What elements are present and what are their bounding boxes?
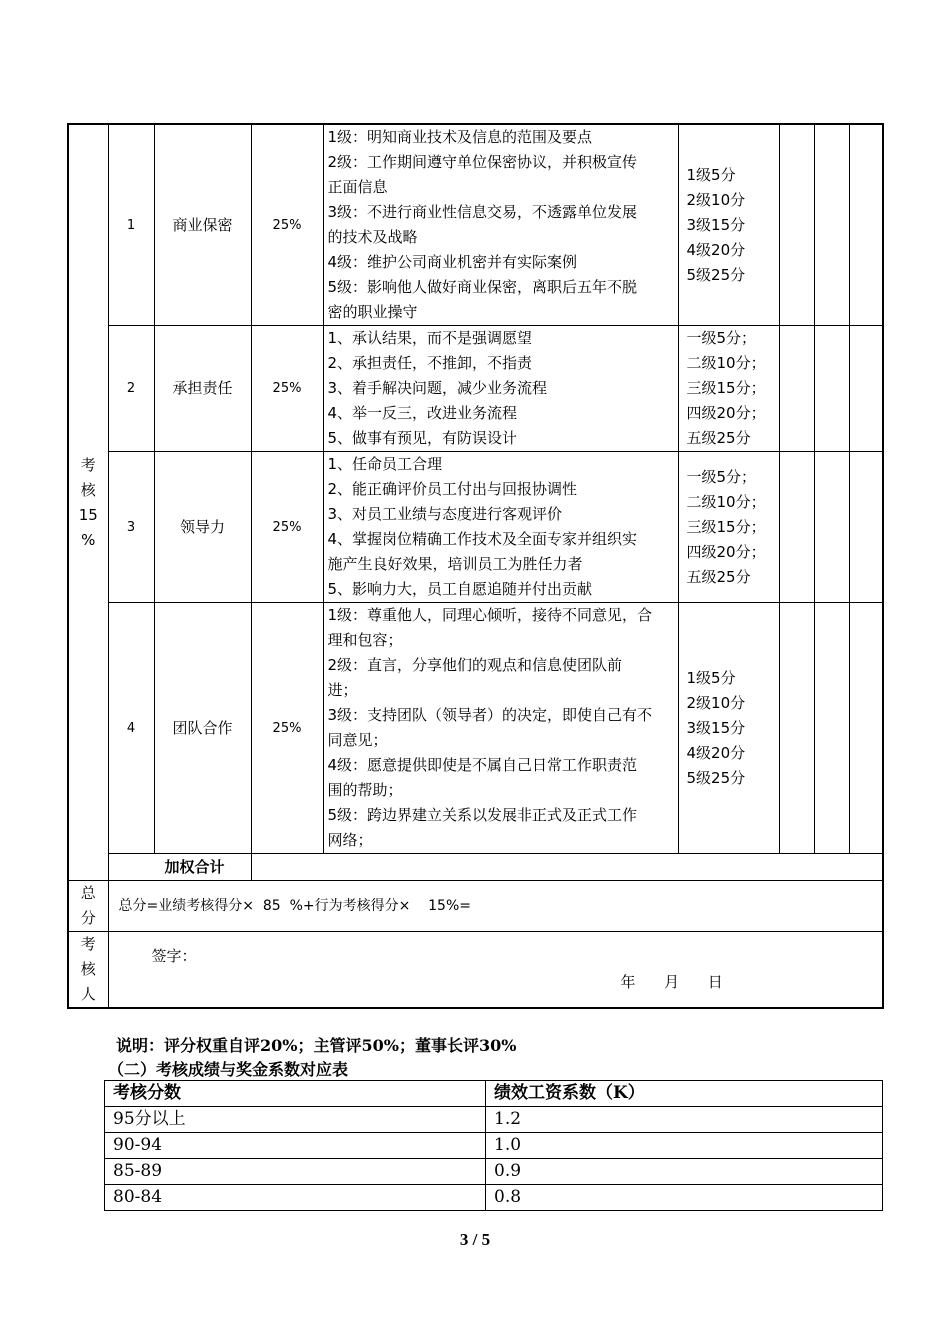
criteria-line: 5级：跨边界建立关系以发展非正式及正式工作 bbox=[327, 806, 638, 824]
item-name: 领导力 bbox=[154, 452, 251, 603]
criteria-line: 4、举一反三，改进业务流程 bbox=[327, 404, 518, 422]
item-weight: 25% bbox=[251, 124, 323, 326]
score-line: 2级10分 bbox=[686, 190, 746, 209]
section-title: （二）考核成绩与奖金系数对应表 bbox=[108, 1060, 349, 1079]
item-number: 2 bbox=[108, 326, 154, 452]
score-line: 二级10分； bbox=[686, 492, 766, 511]
rating-cell[interactable] bbox=[779, 124, 814, 326]
section-label-char: % bbox=[81, 530, 96, 549]
reviewer-label-char: 核 bbox=[80, 960, 96, 978]
item-criteria bbox=[323, 603, 678, 854]
item-scores bbox=[678, 603, 779, 854]
total-formula: 总分=业绩考核得分× 85 %+行为考核得分× 15%= bbox=[108, 881, 883, 932]
criteria-line: 3、对员工业绩与态度进行客观评价 bbox=[327, 505, 563, 523]
criteria-line: 密的职业操守 bbox=[327, 303, 418, 321]
coefficient-table bbox=[104, 1080, 883, 1211]
coef-row bbox=[105, 1107, 883, 1133]
criteria-line: 2级：工作期间遵守单位保密协议，并积极宣传 bbox=[327, 153, 638, 171]
item-scores bbox=[678, 124, 779, 326]
rating-cell[interactable] bbox=[849, 326, 883, 452]
reviewer-label bbox=[68, 932, 108, 1009]
criteria-line: 正面信息 bbox=[327, 178, 388, 196]
item-number: 3 bbox=[108, 452, 154, 603]
rating-cell[interactable] bbox=[814, 124, 849, 326]
item-weight: 25% bbox=[251, 603, 323, 854]
behavior-items bbox=[68, 124, 883, 1008]
criteria-line: 1、承认结果，而不是强调愿望 bbox=[327, 329, 533, 347]
section-label-char: 15 bbox=[78, 505, 98, 524]
reviewer-row bbox=[68, 932, 883, 1009]
criteria-line: 5、影响力大，员工自愿追随并付出贡献 bbox=[327, 580, 593, 598]
score-line: 四级20分； bbox=[686, 404, 766, 422]
total-score-row bbox=[68, 881, 883, 932]
weighted-total-label: 加权合计 bbox=[108, 854, 251, 881]
item-weight: 25% bbox=[251, 326, 323, 452]
criteria-line: 3、着手解决问题，减少业务流程 bbox=[327, 379, 548, 397]
item-number: 4 bbox=[108, 603, 154, 854]
behavior-evaluation-table bbox=[67, 123, 884, 1009]
score-line: 二级10分； bbox=[686, 354, 766, 372]
criteria-line: 4、掌握岗位精确工作技术及全面专家并组织实 bbox=[327, 530, 638, 548]
criteria-line: 5级：影响他人做好商业保密，离职后五年不脱 bbox=[327, 278, 638, 296]
coef-cell: 0.9 bbox=[486, 1159, 883, 1185]
weighted-total-value[interactable] bbox=[251, 854, 883, 881]
criteria-line: 1、任命员工合理 bbox=[327, 455, 443, 473]
total-label-char: 总 bbox=[80, 884, 96, 902]
rating-cell[interactable] bbox=[849, 124, 883, 326]
reviewer-label-char: 人 bbox=[80, 985, 96, 1003]
rating-cell[interactable] bbox=[814, 603, 849, 854]
total-label-char: 分 bbox=[80, 909, 96, 927]
item-name: 商业保密 bbox=[154, 124, 251, 326]
score-line: 3级15分 bbox=[686, 718, 746, 737]
score-line: 1级5分 bbox=[686, 165, 736, 184]
coef-cell: 80-84 bbox=[105, 1185, 486, 1211]
coef-cell: 1.2 bbox=[486, 1107, 883, 1133]
item-name: 承担责任 bbox=[154, 326, 251, 452]
rating-cell[interactable] bbox=[814, 452, 849, 603]
coef-cell: 1.0 bbox=[486, 1133, 883, 1159]
item-weight: 25% bbox=[251, 452, 323, 603]
weighted-total-row bbox=[68, 854, 883, 881]
signature-label: 签字： bbox=[151, 947, 197, 965]
criteria-line: 4级：维护公司商业机密并有实际案例 bbox=[327, 253, 578, 271]
rating-cell[interactable] bbox=[814, 326, 849, 452]
score-line: 2级10分 bbox=[686, 693, 746, 712]
rating-cell[interactable] bbox=[779, 326, 814, 452]
score-line: 三级15分； bbox=[686, 379, 766, 397]
score-line: 4级20分 bbox=[686, 743, 746, 762]
criteria-line: 4级：愿意提供即使是不属自己日常工作职责范 bbox=[327, 756, 638, 774]
section-label-char: 考 bbox=[80, 455, 96, 474]
score-line: 一级5分； bbox=[686, 467, 757, 486]
page-number: 3 / 5 bbox=[459, 1230, 491, 1249]
criteria-line: 同意见； bbox=[327, 731, 388, 749]
score-line: 四级20分； bbox=[686, 542, 766, 561]
coef-cell: 85-89 bbox=[105, 1159, 486, 1185]
behavior-row bbox=[68, 452, 883, 603]
weight-note: 说明：评分权重自评20%；主管评50%；董事长评30% bbox=[116, 1036, 517, 1055]
behavior-row bbox=[68, 124, 883, 326]
rating-cell[interactable] bbox=[779, 603, 814, 854]
score-line: 5级25分 bbox=[686, 265, 746, 284]
behavior-row bbox=[68, 326, 883, 452]
score-line: 三级15分； bbox=[686, 517, 766, 536]
item-criteria bbox=[323, 452, 678, 603]
item-criteria bbox=[323, 326, 678, 452]
section-label bbox=[68, 124, 108, 881]
criteria-line: 进； bbox=[327, 681, 358, 699]
coef-row bbox=[105, 1185, 883, 1211]
total-label bbox=[68, 881, 108, 932]
rating-cell[interactable] bbox=[849, 452, 883, 603]
item-scores bbox=[678, 326, 779, 452]
coef-cell: 95分以上 bbox=[105, 1107, 486, 1133]
score-line: 五级25分 bbox=[686, 429, 751, 447]
coef-header-cell: 绩效工资系数（K） bbox=[486, 1081, 883, 1107]
criteria-line: 1级：尊重他人，同理心倾听，接待不同意见，合 bbox=[327, 606, 653, 624]
criteria-line: 2、能正确评价员工付出与回报协调性 bbox=[327, 480, 578, 498]
criteria-line: 1级：明知商业技术及信息的范围及要点 bbox=[327, 128, 593, 146]
criteria-line: 3级：支持团队（领导者）的决定，即使自己有不 bbox=[327, 706, 653, 724]
signature-area[interactable] bbox=[108, 932, 883, 1009]
section-label-char: 核 bbox=[80, 480, 96, 499]
item-name: 团队合作 bbox=[154, 603, 251, 854]
rating-cell[interactable] bbox=[779, 452, 814, 603]
item-number: 1 bbox=[108, 124, 154, 326]
criteria-line: 3级：不进行商业性信息交易，不透露单位发展 bbox=[327, 203, 638, 221]
criteria-line: 围的帮助； bbox=[327, 781, 403, 799]
score-line: 3级15分 bbox=[686, 215, 746, 234]
criteria-line: 理和包容； bbox=[327, 631, 403, 649]
criteria-line: 5、做事有预见，有防误设计 bbox=[327, 429, 518, 447]
criteria-line: 施产生良好效果，培训员工为胜任力者 bbox=[327, 555, 583, 573]
rating-cell[interactable] bbox=[849, 603, 883, 854]
behavior-row bbox=[68, 603, 883, 854]
score-line: 1级5分 bbox=[686, 668, 736, 687]
item-criteria bbox=[323, 124, 678, 326]
criteria-line: 2级：直言，分享他们的观点和信息使团队前 bbox=[327, 656, 623, 674]
coef-header-cell: 考核分数 bbox=[105, 1081, 486, 1107]
score-line: 一级5分； bbox=[686, 329, 757, 347]
coef-cell: 90-94 bbox=[105, 1133, 486, 1159]
coef-header-row bbox=[105, 1081, 883, 1107]
criteria-line: 2、承担责任，不推卸，不指责 bbox=[327, 354, 533, 372]
date-label: 年 月 日 bbox=[620, 973, 723, 991]
coef-row bbox=[105, 1159, 883, 1185]
criteria-line: 网络； bbox=[327, 831, 373, 849]
score-line: 4级20分 bbox=[686, 240, 746, 259]
reviewer-label-char: 考 bbox=[80, 935, 96, 953]
score-line: 5级25分 bbox=[686, 768, 746, 787]
coef-cell: 0.8 bbox=[486, 1185, 883, 1211]
criteria-line: 的技术及战略 bbox=[327, 228, 418, 246]
coef-row bbox=[105, 1133, 883, 1159]
score-line: 五级25分 bbox=[686, 567, 751, 586]
item-scores bbox=[678, 452, 779, 603]
